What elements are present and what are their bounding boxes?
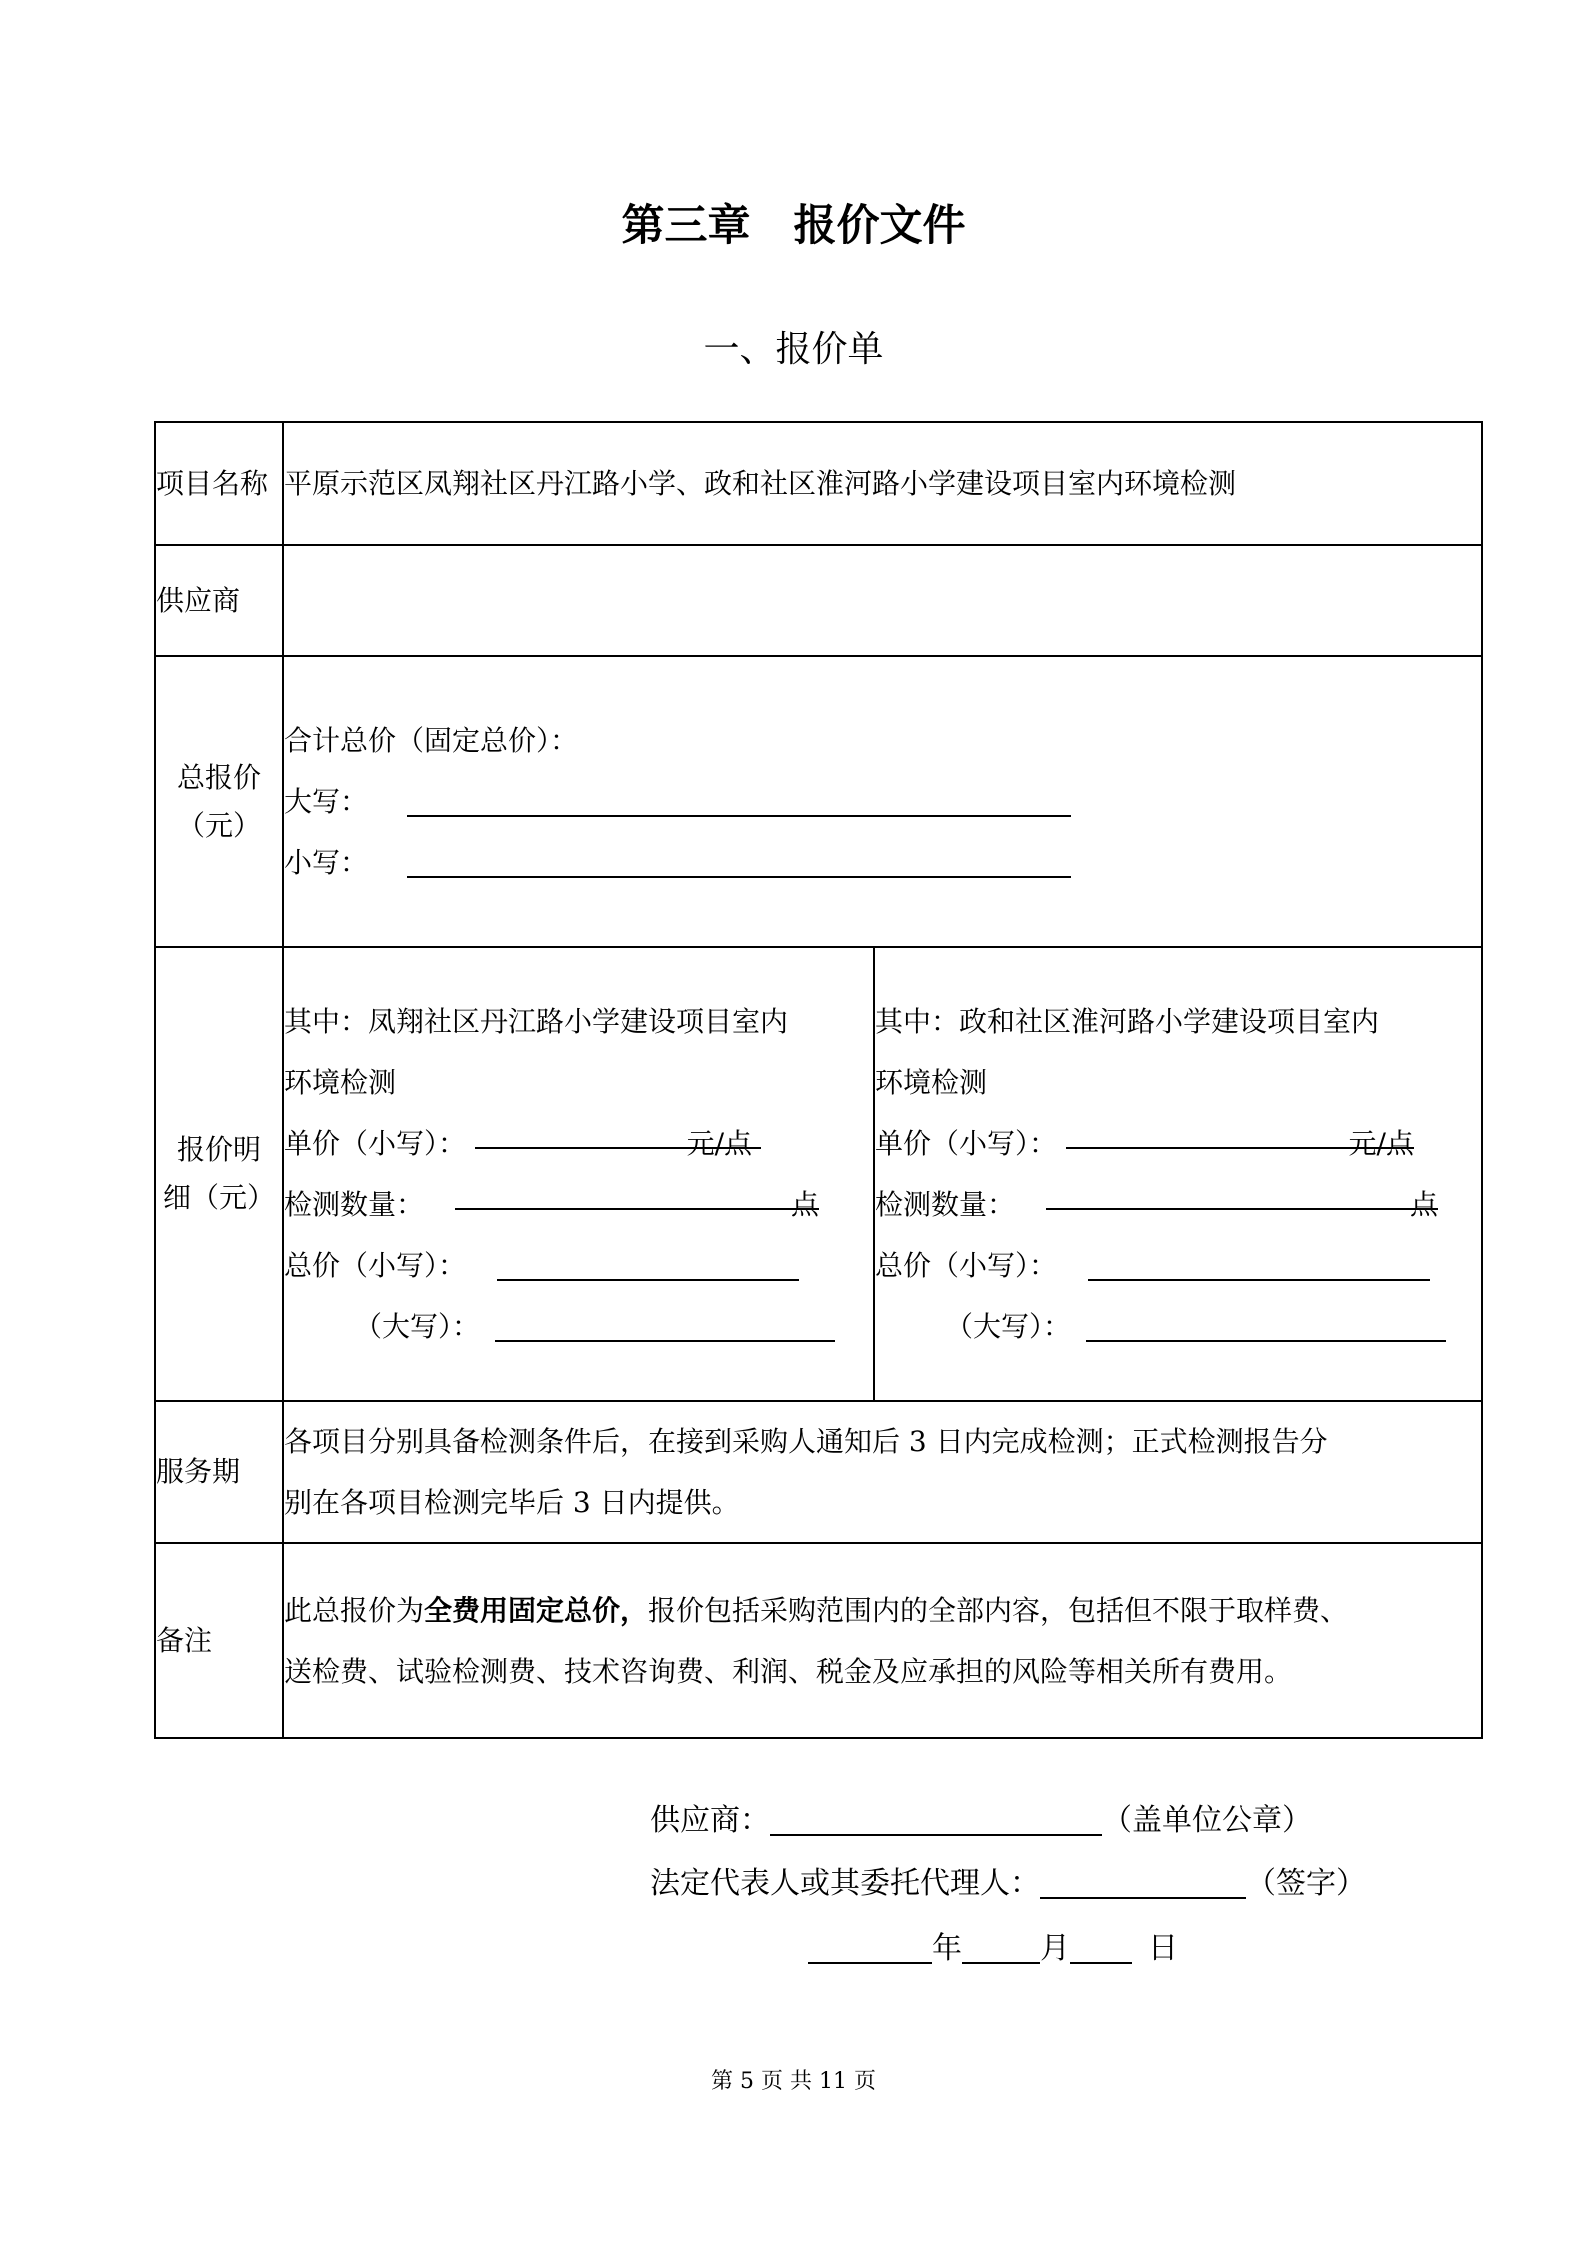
row-supplier [155, 545, 1482, 656]
right-total-upper-row [875, 1296, 1481, 1357]
left-total-lower-blank[interactable] [497, 1245, 799, 1281]
total-lower-blank[interactable] [407, 842, 1071, 878]
detail-right [874, 947, 1482, 1401]
right-unit-price-unit: 元/点 [1348, 1127, 1414, 1160]
right-total-lower-label: 总价（小写）： [875, 1249, 1058, 1282]
chapter-title: 第三章 报价文件 [621, 201, 966, 251]
left-unit-price-label: 单价（小写）： [284, 1127, 467, 1160]
detail-left [283, 947, 874, 1401]
right-heading-line2: 环境检测 [875, 1066, 988, 1099]
date-year-label: 年 [932, 1931, 962, 1966]
signature-representative-label: 法定代表人或其委托代理人： [650, 1866, 1040, 1901]
total-price-label-line1: 总报价 [176, 760, 261, 794]
supplier-value[interactable] [283, 545, 1482, 656]
signature-supplier-label: 供应商： [650, 1803, 770, 1838]
date-year-blank[interactable] [808, 1928, 932, 1964]
total-price-heading: 合计总价（固定总价）： [284, 724, 579, 757]
total-lower-row [284, 832, 1481, 893]
remark-line2: 送检费、试验检测费、技术咨询费、利润、税金及应承担的风险等相关所有费用。 [284, 1654, 1293, 1688]
project-name-label: 项目名称 [155, 422, 283, 545]
left-unit-price-row [284, 1113, 873, 1174]
remark-suffix: 报价包括采购范围内的全部内容，包括但不限于取样费、 [648, 1593, 1349, 1627]
signature-date-row [808, 1928, 1178, 1969]
remark-line1 [284, 1580, 1481, 1641]
signature-supplier-note: （盖单位公章） [1102, 1803, 1312, 1838]
price-detail-label-line2: 细（元） [162, 1181, 275, 1214]
service-period-line2: 别在各项目检测完毕后 3 日内提供。 [284, 1486, 740, 1519]
left-heading-line1: 其中：凤翔社区丹江路小学建设项目室内 [284, 1005, 789, 1038]
right-quantity-blank[interactable] [1046, 1174, 1438, 1221]
row-service-period [155, 1401, 1482, 1543]
left-total-lower-label: 总价（小写）： [284, 1249, 467, 1282]
service-period-content [283, 1401, 1482, 1543]
total-upper-row [284, 771, 1481, 832]
left-unit-price-unit: 元/点 [686, 1127, 753, 1160]
row-total-price [155, 656, 1482, 947]
total-upper-label: 大写： [284, 785, 369, 818]
left-quantity-blank[interactable] [455, 1174, 819, 1221]
right-total-upper-label: （大写）： [945, 1310, 1072, 1343]
signature-representative-blank[interactable] [1040, 1863, 1246, 1899]
row-price-detail [155, 947, 1482, 1401]
supplier-label: 供应商 [155, 545, 283, 656]
left-quantity-unit: 点 [790, 1188, 819, 1221]
row-project-name [155, 422, 1482, 545]
total-lower-label: 小写： [284, 846, 369, 879]
page-number: 第 5 页 共 11 页 [711, 2069, 876, 2094]
price-detail-label [155, 947, 283, 1401]
right-quantity-label: 检测数量： [875, 1188, 1016, 1221]
left-quantity-label: 检测数量： [284, 1188, 425, 1221]
service-period-line1: 各项目分别具备检测条件后，在接到采购人通知后 3 日内完成检测；正式检测报告分 [284, 1425, 1328, 1458]
left-heading-line2: 环境检测 [284, 1066, 397, 1099]
right-total-lower-blank[interactable] [1088, 1245, 1430, 1281]
remark-bold-text: 全费用固定总价， [424, 1593, 649, 1627]
right-total-lower-row [875, 1235, 1481, 1296]
right-quantity-row [875, 1174, 1481, 1235]
date-month-label: 月 [1040, 1931, 1070, 1966]
date-day-blank[interactable] [1070, 1928, 1132, 1964]
left-total-upper-label: （大写）： [354, 1310, 481, 1343]
total-price-label [155, 656, 283, 947]
left-unit-price-blank[interactable] [475, 1113, 761, 1160]
total-price-label-line2: （元） [176, 808, 261, 842]
right-total-upper-blank[interactable] [1086, 1306, 1446, 1342]
project-name-value: 平原示范区凤翔社区丹江路小学、政和社区淮河路小学建设项目室内环境检测 [283, 422, 1482, 545]
right-heading-line1: 其中：政和社区淮河路小学建设项目室内 [875, 1005, 1380, 1038]
left-total-upper-blank[interactable] [495, 1306, 835, 1342]
price-detail-label-line1: 报价明 [176, 1133, 261, 1166]
signature-representative-row [650, 1863, 1366, 1904]
signature-supplier-blank[interactable] [770, 1800, 1102, 1836]
remark-label: 备注 [155, 1543, 283, 1738]
right-unit-price-row [875, 1113, 1481, 1174]
left-quantity-row [284, 1174, 873, 1235]
right-unit-price-label: 单价（小写）： [875, 1127, 1058, 1160]
section-subtitle: 一、报价单 [703, 329, 884, 370]
total-upper-blank[interactable] [407, 781, 1071, 817]
row-remark [155, 1543, 1482, 1738]
left-total-upper-row [284, 1296, 873, 1357]
service-period-label: 服务期 [155, 1401, 283, 1543]
left-total-lower-row [284, 1235, 873, 1296]
quotation-table [154, 421, 1483, 1739]
date-month-blank[interactable] [962, 1928, 1040, 1964]
total-price-content [283, 656, 1482, 947]
right-unit-price-blank[interactable] [1066, 1113, 1414, 1160]
date-day-label: 日 [1148, 1931, 1178, 1966]
signature-representative-note: （签字） [1246, 1866, 1366, 1901]
remark-prefix: 此总报价为 [284, 1593, 425, 1627]
right-quantity-unit: 点 [1409, 1188, 1438, 1221]
remark-content [283, 1543, 1482, 1738]
signature-supplier-row [650, 1800, 1312, 1841]
